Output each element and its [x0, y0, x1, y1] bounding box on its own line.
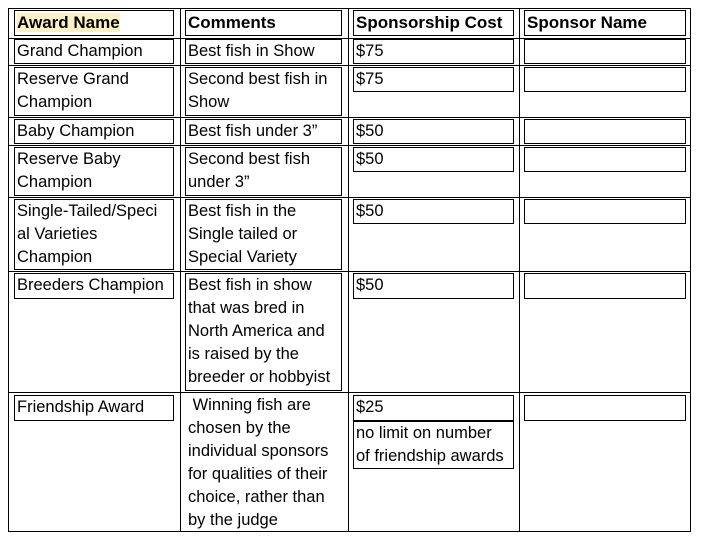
comment-line: for qualities of their — [188, 465, 328, 483]
sponsor-name-field[interactable] — [524, 199, 686, 224]
sponsorship-cost-cell: $75 — [353, 67, 514, 92]
cost-note-box — [353, 421, 514, 469]
comment-line: choice, rather than — [188, 488, 325, 506]
award-line: Reserve Baby — [17, 150, 121, 168]
award-line: Single-Tailed/Speci — [17, 202, 158, 220]
row-divider — [8, 271, 691, 272]
sponsor-name-field[interactable] — [524, 39, 686, 64]
table-border-right — [690, 8, 691, 532]
comment-line: Second best fish — [188, 150, 310, 168]
header-sponsorship-cost: Sponsorship Cost — [353, 10, 514, 36]
cost-note-line: no limit on number — [356, 424, 492, 442]
sponsor-name-field[interactable] — [524, 273, 686, 299]
comments-cell — [185, 273, 342, 391]
comment-line: breeder or hobbyist — [188, 368, 331, 386]
comment-line: chosen by the — [188, 419, 291, 437]
award-name-cell — [14, 67, 174, 116]
comment-line: individual sponsors — [188, 442, 329, 460]
sponsorship-cost-cell: $75 — [353, 39, 514, 64]
award-name-cell — [14, 199, 174, 270]
header-award-name: Award Name — [14, 10, 174, 36]
row-divider — [8, 392, 691, 393]
comment-line: that was bred in — [188, 299, 305, 317]
column-divider-3 — [519, 8, 520, 532]
comment-line: is raised by the — [188, 345, 299, 363]
sponsor-name-field[interactable] — [524, 147, 686, 172]
table-border-left — [8, 8, 9, 532]
cost-note-line: of friendship awards — [356, 447, 504, 465]
header-comments: Comments — [185, 10, 342, 36]
header-sponsor-name: Sponsor Name — [524, 10, 686, 36]
sponsorship-cost-cell: $50 — [353, 273, 514, 299]
award-line: Breeders Champion — [17, 276, 164, 294]
row-divider — [8, 117, 691, 118]
comment-line: Single tailed or — [188, 225, 298, 243]
award-line: Grand Champion — [17, 42, 143, 60]
award-line: Champion — [17, 93, 93, 111]
row-divider — [8, 197, 691, 198]
comment-line: Show — [188, 93, 230, 111]
table-border-bottom — [8, 531, 691, 532]
comments-cell — [185, 199, 342, 270]
comment-line: Special Variety — [188, 248, 297, 266]
comment-line: North America and — [188, 322, 325, 340]
comment-line: by the judge — [188, 511, 278, 529]
comments-cell — [185, 119, 342, 144]
award-name-cell — [14, 147, 174, 196]
comment-line: Best fish in the — [188, 202, 297, 220]
column-divider-1 — [180, 8, 181, 532]
sponsorship-cost-cell: $50 — [353, 147, 514, 172]
sponsor-name-field[interactable] — [524, 119, 686, 144]
column-divider-2 — [348, 8, 349, 532]
comments-cell — [186, 394, 346, 532]
award-line: Reserve Grand — [17, 70, 129, 88]
row-divider — [8, 145, 691, 146]
award-name-cell — [14, 273, 174, 299]
award-name-cell — [14, 119, 174, 144]
comment-line: Second best fish in — [188, 70, 328, 88]
comments-cell — [185, 67, 342, 116]
award-line: Baby Champion — [17, 122, 135, 140]
award-line: Champion — [17, 248, 93, 266]
sponsorship-cost-cell: $50 — [353, 119, 514, 144]
award-name-cell — [14, 39, 174, 64]
comment-line: under 3” — [188, 173, 250, 191]
table-border-top — [8, 8, 691, 9]
award-line: Friendship Award — [17, 398, 145, 416]
sponsor-name-field[interactable] — [524, 395, 686, 421]
comments-cell — [185, 147, 342, 196]
sponsorship-cost-cell: $25 — [353, 395, 514, 421]
comment-line: Best fish under 3” — [188, 122, 318, 140]
comment-line: Winning fish are — [188, 396, 311, 414]
award-line: al Varieties — [17, 225, 98, 243]
comment-line: Best fish in show — [188, 276, 312, 294]
award-name-cell — [14, 395, 174, 421]
comment-line: Best fish in Show — [188, 42, 315, 60]
sponsor-name-field[interactable] — [524, 67, 686, 92]
row-divider — [8, 65, 691, 66]
comments-cell — [185, 39, 342, 64]
award-line: Champion — [17, 173, 93, 191]
sponsorship-cost-cell: $50 — [353, 199, 514, 224]
